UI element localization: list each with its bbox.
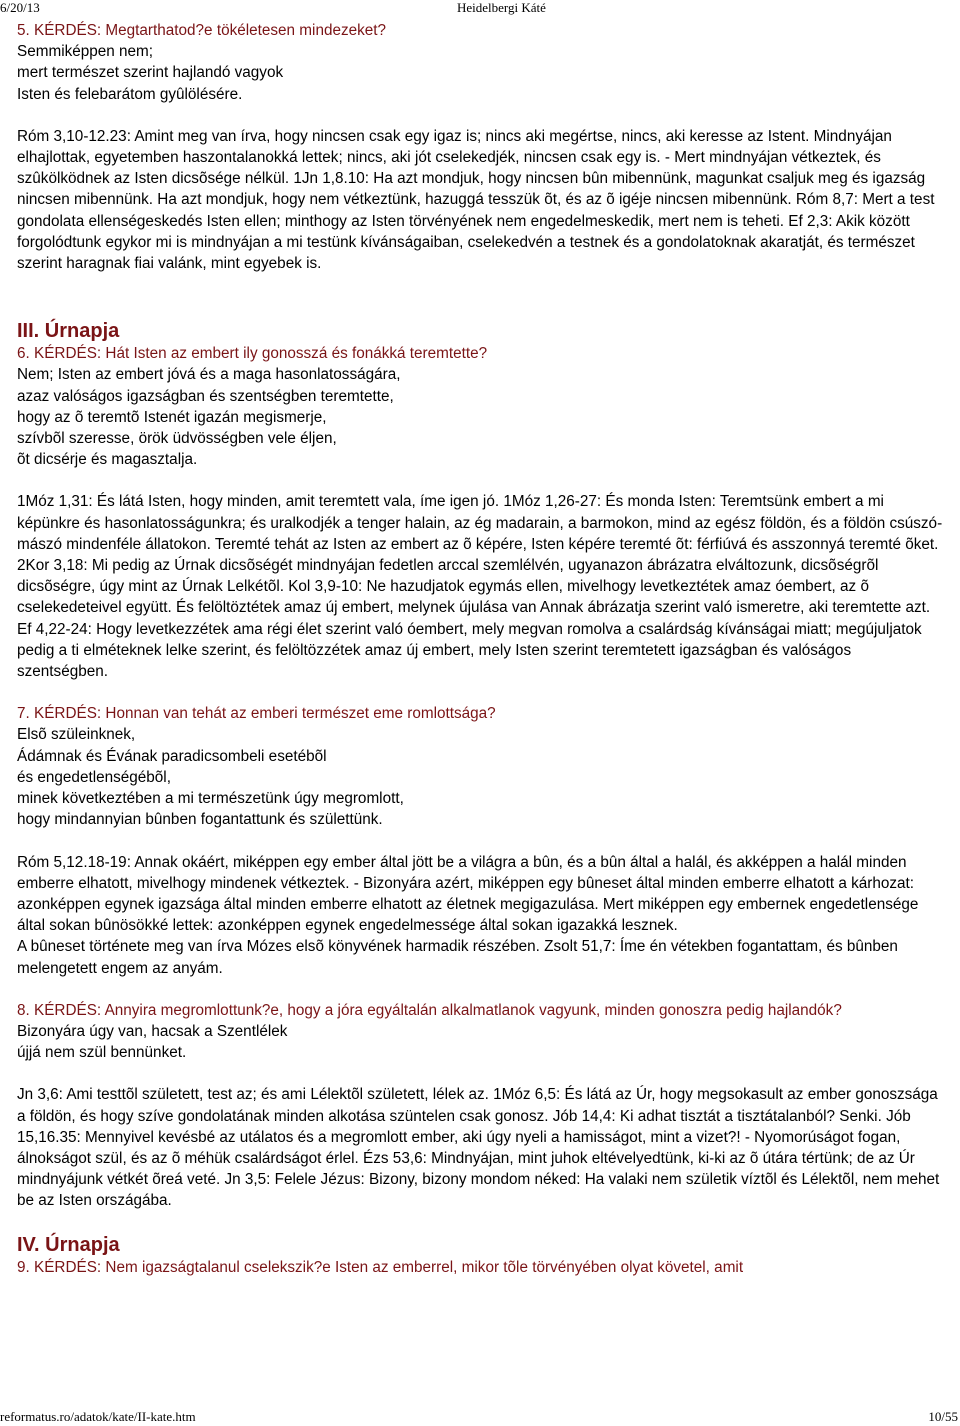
answer-line: szívbõl szeresse, örök üdvösségben vele éljen, [17,430,337,448]
question-9: 9. KÉRDÉS: Nem igazságtalanul cselekszik?e Isten az emberrel, mikor tõle törvényében olyat követel, amit [17,1258,744,1276]
answer-line: Nem; Isten az embert jóvá és a maga hasonlatosságára, [17,366,401,384]
section-title-3: III. Úrnapja [17,320,120,343]
answer-line: azaz valóságos igazságban és szentségben teremtette, [17,387,394,405]
answer-line: Ádámnak és Évának paradicsombeli esetébõl [17,747,327,765]
answer-line: mert természet szerint hajlandó vagyok [17,64,284,82]
answer-7 [17,724,945,830]
references-5: Róm 3,10-12.23: Amint meg van írva, hogy nincsen csak egy igaz is; nincs aki megértse, nincs, aki keresse az Istent. Mindnyájan elhajlottak, egyetemben haszontalanokká lettek; nincs, aki jót cselekedjék, nincsen csak egy is. - Mert mindnyájan vétkeztek, és szûkölködnek az Isten dicsõsége nélkül. 1Jn 1,8.10: Ha azt mondjuk, hogy nincsen bûn mibennünk, magunkat csaljuk meg és igazság nincsen mibennünk. Ha azt mondjuk, hogy nem vétkeztünk, hazuggá tesszük õt, és az õ igéje nincsen mibennünk. Róm 8,7: Mert a test gondolata ellenségeskedés Isten ellen; minthogy az Isten törvényének nem engedelmeskedik, mert nem is teheti. Ef 2,3: Akik között forgolódtunk egykor mi is mindnyájan a mi testünk kívánságaiban, cselekedvén a testnek és a gondolatoknak akaratját, és természet szerint haragnak fiai valánk, mint egyebek is. [17,127,935,273]
answer-line: minek következtében a mi természetünk úgy megromlott, [17,790,404,808]
answer-line: Elsõ szüleinknek, [17,726,136,744]
print-header [0,0,960,16]
print-footer [0,1409,960,1425]
answer-line: õt dicsérje és magasztalja. [17,451,198,469]
page-number: 10/55 [928,1409,958,1424]
page-url: reformatus.ro/adatok/kate/II-kate.htm [0,1409,196,1424]
question-8: 8. KÉRDÉS: Annyira megromlottunk?e, hogy a jóra egyáltalán alkalmatlanok vagyunk, minden gonoszra pedig hajlandók? [17,1001,842,1019]
answer-6 [17,364,945,470]
question-6: 6. KÉRDÉS: Hát Isten az embert ily gonosszá és fonákká teremtette? [17,345,488,363]
answer-line: Semmiképpen nem; [17,43,154,61]
references-7: Róm 5,12.18-19: Annak okáért, miképpen egy ember által jött be a világra a bûn, és a bûn által a halál, és akképpen a halál minden emberre elhatott, mivelhogy mindenek vétkeztek. - Bizonyára azért, miképpen egy bûneset által minden emberre elhatott a kárhozat: azonképpen egynek igazsága által minden emberre elhatott az életnek megigazulása. Mert miképpen egy embernek engedetlensége által sokan bûnösökké lettek: azonképpen egynek engedelmessége által sokan igazakká lesznek. [17,853,919,935]
document-title: Heidelbergi Káté [457,0,546,15]
references-6: 1Móz 1,31: És látá Isten, hogy minden, amit teremtett vala, íme igen jó. 1Móz 1,26-27: És monda Isten: Teremtsünk embert a mi képünkre és hasonlatosságunkra; és uralkodjék a tenger halain, az ég madarain, a barmokon, mind az egész földön, és a földön csúszó-mászó mindenféle állatokon. Teremté tehát az Isten az embert az õ képére, Isten képére teremté õt: férfiúvá és asszonnyá teremté õket. 2Kor 3,18: Mi pedig az Úrnak dicsõségét mindnyájan fedetlen arccal szemlélvén, ugyanazon ábrázatra elváltozunk, dicsõségrõl dicsõségre, úgy mint az Úrnak Lelkétõl. Kol 3,9-10: Ne hazudjatok egymás ellen, mivelhogy levetkeztétek amaz óembert, az õ cselekedeteivel együtt. És felöltöztétek amaz új embert, melynek újulása van Annak ábrázatja szerint való ismeretre, aki teremtette azt. Ef 4,22-24: Hogy levetkezzétek ama régi élet szerint való óembert, mely megvan romolva a csalárdság kívánságai miatt; megújuljatok pedig a ti elméteknek lelke szerint, és felöltözzétek amaz új embert, mely Isten szerint teremtetett igazságban és valóságos szentségben. [17,493,943,681]
answer-line: Isten és felebarátom gyûlölésére. [17,85,243,103]
print-date: 6/20/13 [0,0,40,15]
answer-5 [17,41,945,105]
section-title-4: IV. Úrnapja [17,1233,120,1256]
answer-line: hogy az õ teremtõ Istenét igazán megismerje, [17,408,327,426]
question-7: 7. KÉRDÉS: Honnan van tehát az emberi természet eme romlottsága? [17,705,496,723]
references-8: Jn 3,6: Ami testtõl született, test az; és ami Lélektõl született, lélek az. 1Móz 6,5: És látá az Úr, hogy megsokasult az ember gonoszsága a földön, és hogy szíve gondolatának minden alkotása szüntelen csak gonosz. Jób 14,4: Ki adhat tisztát a tisztátalanból? Senki. Jób 15,16.35: Mennyivel kevésbé az utálatos és a megromlott ember, aki úgy nyeli a hamisságot, mint a vizet?! - Nyomorúságot fogan, álnokságot szül, és az õ méhük csalárdságot érlel. Ézs 53,6: Mindnyájan, mint juhok eltévelyedtünk, ki-ki az õ útára tértünk; de az Úr mindnyájunk vétkét õreá veté. Jn 3,5: Felele Jézus: Bizony, bizony mondom néked: Ha valaki nem születik víztõl és Lélektõl, nem mehet be az Isten országába. [17,1086,940,1210]
question-5: 5. KÉRDÉS: Megtarthatod?e tökéletesen mindezeket? [17,22,387,39]
answer-8 [17,1021,945,1063]
answer-line: újjá nem szül bennünket. [17,1044,187,1062]
document-body [17,20,945,1278]
answer-line: hogy mindannyian bûnben fogantattunk és születtünk. [17,811,383,829]
answer-line: és engedetlenségébõl, [17,768,171,786]
references-7-extra: A bûneset története meg van írva Mózes elsõ könyvének harmadik részében. Zsolt 51,7: Íme én vétekben fogantattam, és bûnben melengetett engem az anyám. [17,938,898,977]
answer-line: Bizonyára úgy van, hacsak a Szentlélek [17,1022,288,1040]
